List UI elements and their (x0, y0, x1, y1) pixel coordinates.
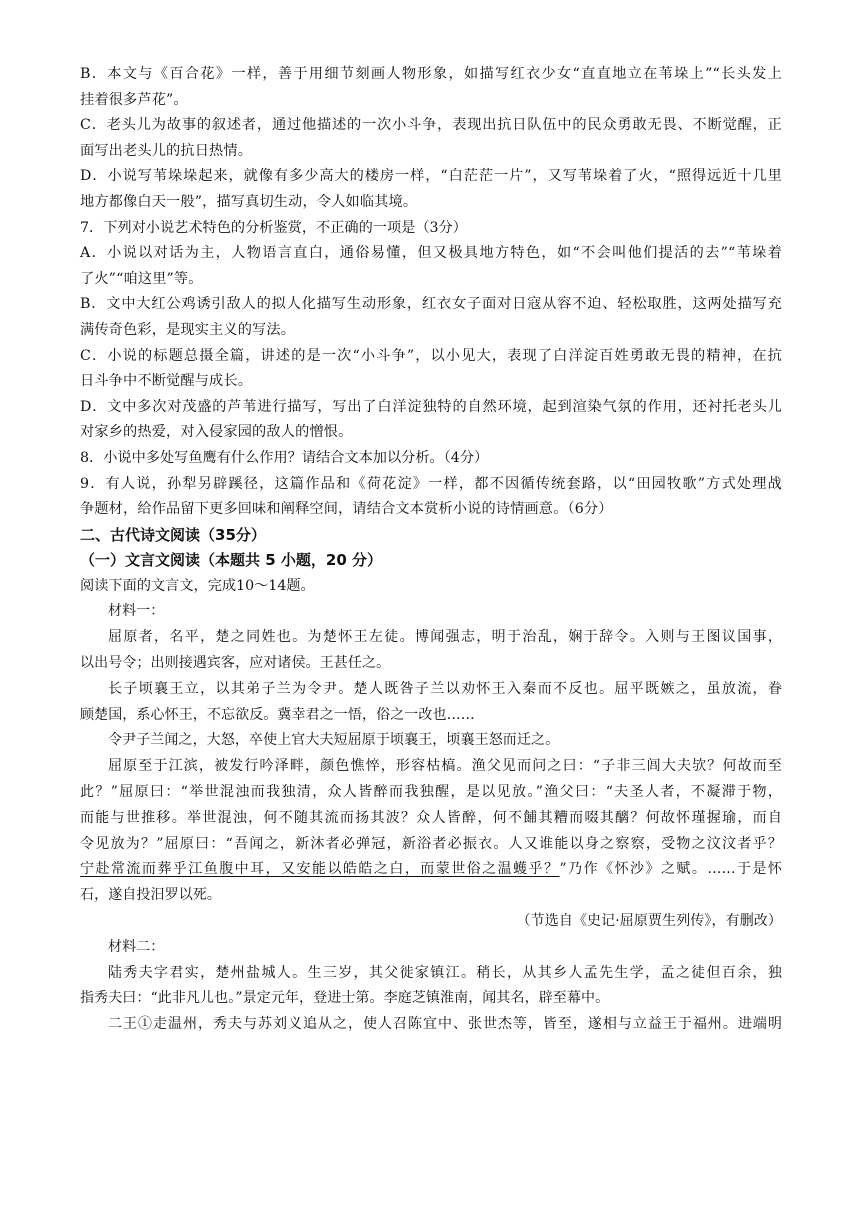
material-1-label: 材料一： (108, 603, 165, 620)
material-1-source: （节选自《史记·屈原贾生列传》，有删改） (516, 913, 782, 930)
material-1-para4-line2: 此？”屈原曰：“举世混浊而我独清，众人皆醉而我独醒，是以见放。”渔父曰：“夫圣人者，不凝滞于物， (80, 784, 782, 801)
q7-option-d-line1: D．文中多次对茂盛的芦苇进行描写，写出了白洋淀独特的自然环境，起到渲染气氛的作用，还衬托老头儿 (80, 398, 782, 415)
material-2-para1-line2: 指秀夫曰：“此非凡儿也。”景定元年，登进士第。李庭芝镇淮南，闻其名，辟至幕中。 (80, 990, 610, 1007)
material-1-para4-line3: 而能与世推移。举世混浊，何不随其流而扬其波？众人皆醉，何不餔其糟而啜其醨？何故怀瑾握瑜，而自 (80, 809, 782, 826)
q6-option-d-line1: D．小说写苇垛垛起来，就像有多少高大的楼房一样，“白茫茫一片”，又写苇垛着了火，“照得远近十几里 (80, 168, 782, 185)
q7-option-a-line1: A．小说以对话为主，人物语言直白，通俗易懂，但又极具地方特色，如“不会叫他们提活的去”“苇垛着 (80, 245, 782, 262)
q6-option-c-line2: 面写出老头儿的抗日热情。 (80, 142, 253, 159)
material-1-para1-line2: 以出号令；出则接遇宾客，应对诸侯。王甚任之。 (80, 655, 391, 672)
material-1-para1-line1: 屈原者，名平，楚之同姓也。为楚怀王左徒。博闻强志，明于治乱，娴于辞令。入则与王图议国事， (108, 629, 782, 646)
section-2-heading: 二、古代诗文阅读（35分） (80, 525, 266, 544)
material-1-para2-line2: 顾楚国，系心怀王，不忘欲反。冀幸君之一悟，俗之一改也…… (80, 706, 475, 723)
q7-option-a-line2: 了火”“咱这里”等。 (80, 270, 203, 287)
material-1-para4-line1: 屈原至于江滨，被发行吟泽畔，颜色憔悴，形容枯槁。渔父见而问之曰：“子非三闾大夫欤？何故而至 (108, 758, 782, 775)
exam-page (80, 62, 782, 1038)
subsection-1-heading: （一）文言文阅读（本题共 5 小题，20 分） (80, 551, 382, 570)
q7-option-b-line1: B．文中大红公鸡诱引敌人的拟人化描写生动形象，红衣女子面对日寇从容不迫、轻松取胜，这两处描写充 (80, 296, 782, 313)
material-1-para3: 令尹子兰闻之，大怒，卒使上官大夫短屈原于顷襄王，顷襄王怒而迁之。 (108, 732, 560, 749)
q7-stem: 7．下列对小说艺术特色的分析鉴赏，不正确的一项是（3分） (80, 219, 467, 236)
q6-option-b-line2: 挂着很多芦花”。 (80, 91, 188, 108)
q6-option-b-line1: B．本文与《百合花》一样，善于用细节刻画人物形象，如描写红衣少女“直直地立在苇垛上”“长头发上 (80, 66, 782, 82)
q7-option-b-line2: 满传奇色彩，是现实主义的写法。 (80, 321, 296, 338)
material-1-para4-line4: 令见放为？”屈原曰：“吾闻之，新沐者必弹冠，新浴者必振衣。人又谁能以身之察察，受物之汶汶者乎？ (80, 835, 782, 852)
material-1-para4-line6: 石，遂自投汨罗以死。 (80, 887, 221, 904)
material-2-label: 材料二： (108, 938, 165, 955)
q8-stem: 8．小说中多处写鱼鹰有什么作用？请结合文本加以分析。（4分） (80, 449, 489, 466)
reading-instruction: 阅读下面的文言文，完成10～14题。 (80, 577, 315, 594)
material-1-para2-line1: 长子顷襄王立，以其弟子兰为令尹。楚人既咎子兰以劝怀王入秦而不反也。屈平既嫉之，虽放流，眷 (108, 680, 782, 697)
material-1-para4-line5-rest: ”乃作《怀沙》之赋。……于是怀 (559, 861, 782, 878)
q6-option-c-line1: C．老头儿为故事的叙述者，通过他描述的一次小斗争，表现出抗日队伍中的民众勇敢无畏、不断觉醒，正 (80, 117, 782, 134)
material-2-para1-line1: 陆秀夫字君实，楚州盐城人。生三岁，其父徙家镇江。稍长，从其乡人孟先生学，孟之徒但百余，独 (108, 964, 782, 981)
q6-option-d-line2: 地方都像白天一般”，描写真切生动，令人如临其境。 (80, 193, 418, 210)
q7-option-d-line2: 对家乡的热爱，对入侵家园的敌人的憎恨。 (80, 424, 353, 441)
material-2-para2-line1: 二王①走温州，秀夫与苏刘义追从之，使人召陈宜中、张世杰等，皆至，遂相与立益王于福州。进端明 (108, 1016, 782, 1033)
q9-stem-line2: 争题材，给作品留下更多回味和阐释空间，请结合文本赏析小说的诗情画意。（6分） (80, 501, 613, 518)
underlined-translation-sentence: 宁赴常流而葬乎江鱼腹中耳，又安能以皓皓之白，而蒙世俗之温蠖乎？ (80, 861, 560, 878)
material-1-para4-line5 (80, 857, 782, 883)
q7-option-c-line2: 日斗争中不断觉醒与成长。 (80, 373, 253, 390)
q7-option-c-line1: C．小说的标题总摄全篇，讲述的是一次“小斗争”，以小见大，表现了白洋淀百姓勇敢无畏的精神，在抗 (80, 347, 782, 364)
q9-stem-line1: 9．有人说，孙犁另辟蹊径，这篇作品和《荷花淀》一样，都不因循传统套路，以“田园牧歌”方式处理战 (80, 475, 782, 492)
